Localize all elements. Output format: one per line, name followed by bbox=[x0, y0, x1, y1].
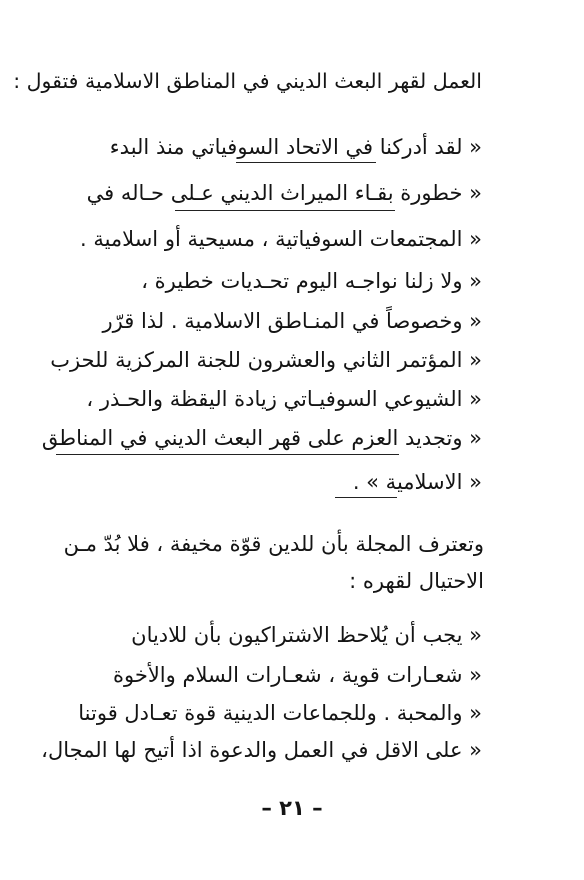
underline bbox=[236, 162, 376, 163]
intro-line: العمل لقهر البعث الديني في المناطق الاسلامية فتقول : bbox=[13, 69, 482, 93]
quote-line: « على الاقل في العمل والدعوة اذا أتيح لها المجال، bbox=[41, 738, 482, 762]
quote-line: « المجتمعات السوفياتية ، مسيحية أو اسلامية . bbox=[79, 227, 482, 251]
quote-line: « خطورة بقـاء الميراث الديني عـلى حـاله في bbox=[86, 181, 482, 205]
quote-line: « ولا زلنا نواجـه اليوم تحـديات خطيرة ، bbox=[141, 269, 482, 293]
quote-line: « والمحبة . وللجماعات الدينية قوة تعـادل قوتنا bbox=[78, 701, 482, 725]
quote-line: « شعـارات قوية ، شعـارات السلام والأخوة bbox=[113, 663, 482, 687]
paragraph-line: وتعترف المجلة بأن للدين قوّة مخيفة ، فلا بُدّ مـن bbox=[63, 532, 484, 556]
quote-line: « لقد أدركنا في الاتحاد السوفياتي منذ البدء bbox=[109, 135, 482, 159]
underline bbox=[175, 210, 395, 211]
quote-line: « وخصوصاً في المنـاطق الاسلامية . لذا قرّر bbox=[102, 309, 482, 333]
paragraph-line: الاحتيال لقهره : bbox=[349, 569, 484, 593]
quote-line: « يجب أن يُلاحظ الاشتراكيون بأن للاديان bbox=[131, 623, 482, 647]
quote-line: « وتجديد العزم على قهر البعث الديني في المناطق bbox=[41, 426, 482, 450]
underline bbox=[335, 497, 397, 498]
quote-line: « الاسلامية » . bbox=[352, 470, 482, 494]
underline bbox=[56, 454, 399, 455]
page-number: – ٢١ – bbox=[261, 796, 323, 820]
quote-line: « المؤتمر الثاني والعشرون للجنة المركزية للحزب bbox=[50, 348, 482, 372]
quote-line: « الشيوعي السوفيـاتي زيادة اليقظة والحـذر ، bbox=[86, 387, 482, 411]
